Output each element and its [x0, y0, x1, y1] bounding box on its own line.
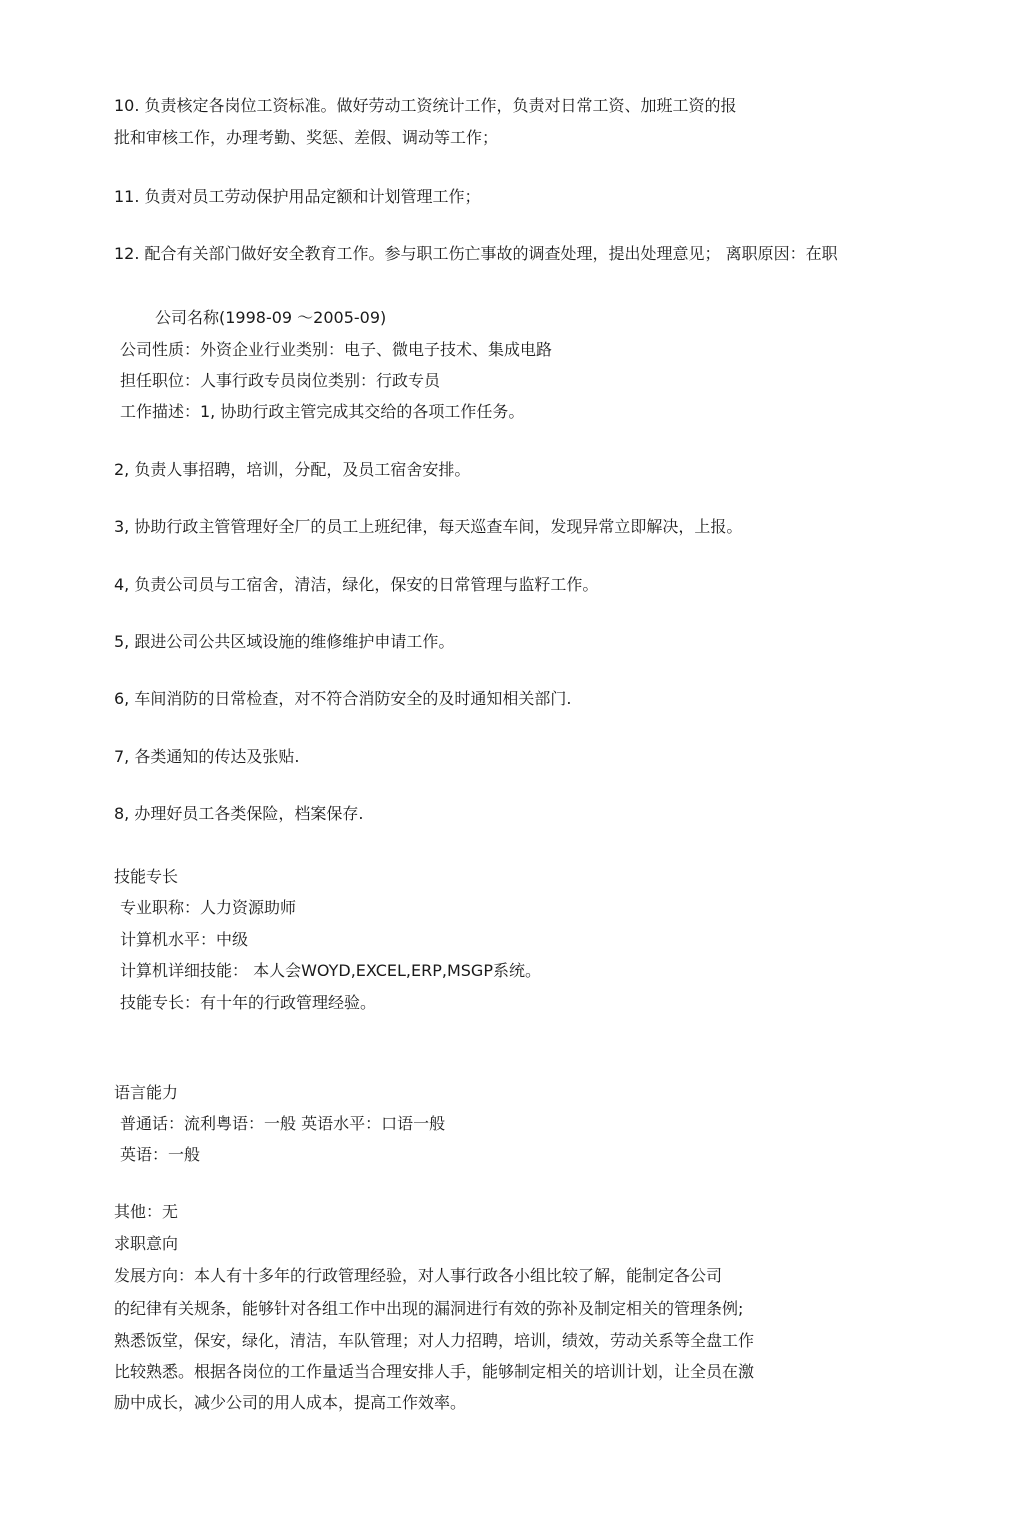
duty-item: 2, 负责人事招聘，培训，分配，及员工宿舍安排。 — [114, 460, 471, 479]
intent-line: 的纪律有关规条，能够针对各组工作中出现的漏洞进行有效的弥补及制定相关的管理条例; — [114, 1299, 744, 1318]
item-10-line-1: 10. 负责核定各岗位工资标准。做好劳动工资统计工作，负责对日常工资、加班工资的报 — [114, 96, 737, 115]
intent-line: 发展方向：本人有十多年的行政管理经验，对人事行政各小组比较了解，能制定各公司 — [114, 1266, 723, 1285]
intent-line: 熟悉饭堂，保安，绿化，清洁，车队管理；对人力招聘，培训，绩效，劳动关系等全盘工作 — [114, 1331, 755, 1350]
duty-item: 7, 各类通知的传达及张贴. — [114, 747, 300, 766]
language-line-2: 英语：一般 — [120, 1145, 201, 1164]
company-type: 公司性质：外资企业行业类别：电子、微电子技术、集成电路 — [120, 340, 553, 359]
duty-item: 8, 办理好员工各类保险，档案保存. — [114, 804, 364, 823]
item-11: 11. 负责对员工劳动保护用品定额和计划管理工作； — [114, 187, 481, 206]
item-10-line-2: 批和审核工作，办理考勤、奖惩、差假、调动等工作； — [114, 128, 499, 147]
job-description: 工作描述：1, 协助行政主管完成其交给的各项工作任务。 — [120, 402, 525, 421]
duty-item: 5, 跟进公司公共区域设施的维修维护申请工作。 — [114, 632, 455, 651]
intent-line: 比较熟悉。根据各岗位的工作量适当合理安排人手，能够制定相关的培训计划，让全员在激 — [114, 1362, 755, 1381]
duty-item: 6, 车间消防的日常检查，对不符合消防安全的及时通知相关部门. — [114, 689, 572, 708]
computer-level: 计算机水平：中级 — [120, 930, 249, 949]
other-info: 其他：无 — [114, 1202, 179, 1221]
item-12: 12. 配合有关部门做好安全教育工作。参与职工伤亡事故的调查处理，提出处理意见； 离职原因：在职 — [114, 244, 838, 263]
computer-detail: 计算机详细技能： 本人会WOYD,EXCEL,ERP,MSGP系统。 — [120, 961, 541, 980]
intent-heading: 求职意向 — [114, 1234, 179, 1253]
professional-title: 专业职称：人力资源助师 — [120, 898, 297, 917]
intent-line: 励中成长，减少公司的用人成本，提高工作效率。 — [114, 1393, 467, 1412]
duty-item: 3, 协助行政主管管理好全厂的员工上班纪律，每天巡查车间，发现异常立即解决，上报。 — [114, 517, 743, 536]
language-heading: 语言能力 — [114, 1083, 179, 1102]
skills-heading: 技能专长 — [114, 867, 179, 886]
company-name: 公司名称(1998-09 ～2005-09) — [155, 308, 387, 327]
position: 担任职位：人事行政专员岗位类别：行政专员 — [120, 371, 441, 390]
language-line-1: 普通话：流利粤语：一般 英语水平：口语一般 — [120, 1114, 446, 1133]
specialty: 技能专长：有十年的行政管理经验。 — [120, 993, 377, 1012]
duty-item: 4, 负责公司员与工宿舍，清洁，绿化，保安的日常管理与监籽工作。 — [114, 575, 599, 594]
